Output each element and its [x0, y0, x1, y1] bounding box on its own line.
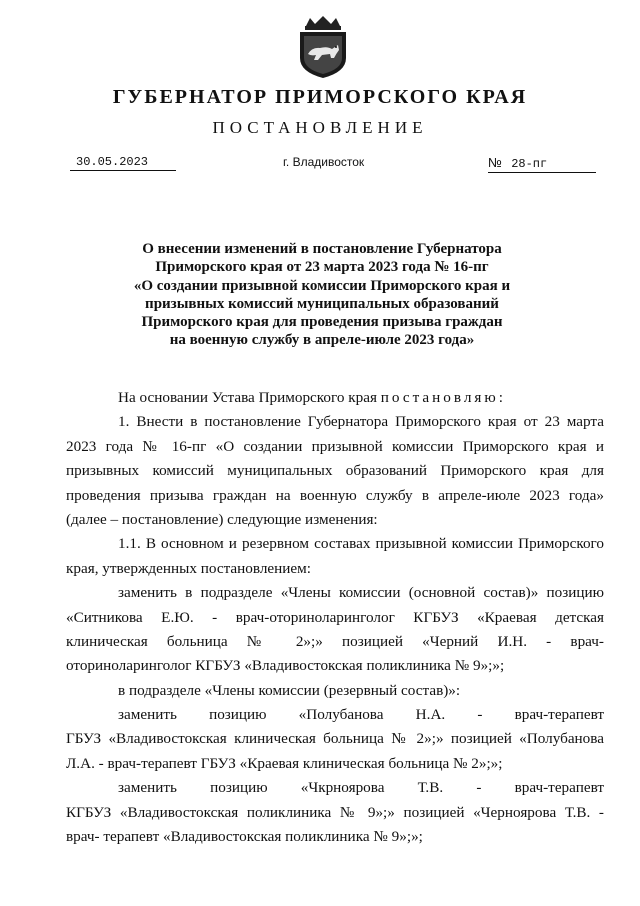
resolution-word: постановляю:: [380, 389, 506, 406]
body-line: призывных комиссий муниципальных образований Приморского края для: [66, 462, 604, 480]
heading-line: «О создании призывной комиссии Приморского края и: [133, 277, 511, 294]
body-line: 2023 года № 16-пг «О создании призывной комиссии Приморского края и: [66, 437, 604, 455]
document-date: 30.05.2023: [70, 155, 176, 171]
heading-line: призывных комиссий муниципальных образований: [145, 295, 499, 312]
body-line: проведения призыва граждан на военную службу в апреле-июле 2023 года»: [66, 486, 604, 504]
document-city: г. Владивосток: [283, 155, 365, 169]
body-line: заменить в подразделе «Члены комиссии (основной состав)» позицию: [118, 584, 604, 602]
body-line: [66, 386, 604, 410]
body-line: оториноларинголог КГБУЗ «Владивостокская поликлиника № 9»;»;: [66, 657, 505, 675]
document-heading: [96, 240, 548, 350]
heading-line: на военную службу в апреле-июле 2023 года»: [169, 332, 475, 349]
body-line: Л.А. - врач-терапевт ГБУЗ «Краевая клиническая больница № 2»;»;: [66, 754, 503, 772]
body-line: (далее – постановление) следующие изменения:: [66, 510, 378, 528]
number-label: №: [488, 155, 502, 170]
document-number: 28-пг: [511, 157, 548, 171]
document-type: ПОСТАНОВЛЕНИЕ: [212, 118, 428, 137]
body-line: края, утвержденных постановлением:: [66, 559, 311, 577]
body-line: клиническая больница № 2»;» позицией «Черний И.Н. - врач-: [66, 632, 604, 650]
preamble-text: На основании Устава Приморского края: [118, 389, 377, 406]
body-line: КГБУЗ «Владивостокская поликлиника № 9»;» позицией «Черноярова Т.В. -: [66, 803, 604, 821]
document-number-field: [488, 155, 596, 173]
heading-line: Приморского края для проведения призыва граждан: [141, 314, 503, 331]
document-body: [66, 386, 604, 849]
body-line: заменить позицию «Полубанова Н.А. - врач-терапевт: [118, 706, 604, 724]
heading-line: Приморского края от 23 марта 2023 года № 16-пг: [155, 259, 489, 276]
document-meta: [0, 155, 640, 175]
body-line: «Ситникова Е.Ю. - врач-оториноларинголог КГБУЗ «Краевая детская: [66, 608, 604, 626]
body-line: заменить позицию «Чкрноярова Т.В. - врач-терапевт: [118, 779, 604, 797]
body-line: ГБУЗ «Владивостокская клиническая больница № 2»;» позицией «Полубанова: [66, 730, 604, 748]
body-line: 1.1. В основном и резервном составах призывной комиссии Приморского: [118, 535, 604, 553]
body-line: врач- терапевт «Владивостокская поликлиника № 9»;»;: [66, 828, 423, 846]
org-title: ГУБЕРНАТОР ПРИМОРСКОГО КРАЯ: [112, 86, 528, 108]
body-line: 1. Внести в постановление Губернатора Приморского края от 23 марта: [118, 413, 604, 431]
heading-line: О внесении изменений в постановление Губернатора: [142, 241, 502, 257]
body-line: в подразделе «Члены комиссии (резервный состав)»:: [118, 681, 461, 699]
coat-of-arms-icon: [294, 14, 352, 80]
